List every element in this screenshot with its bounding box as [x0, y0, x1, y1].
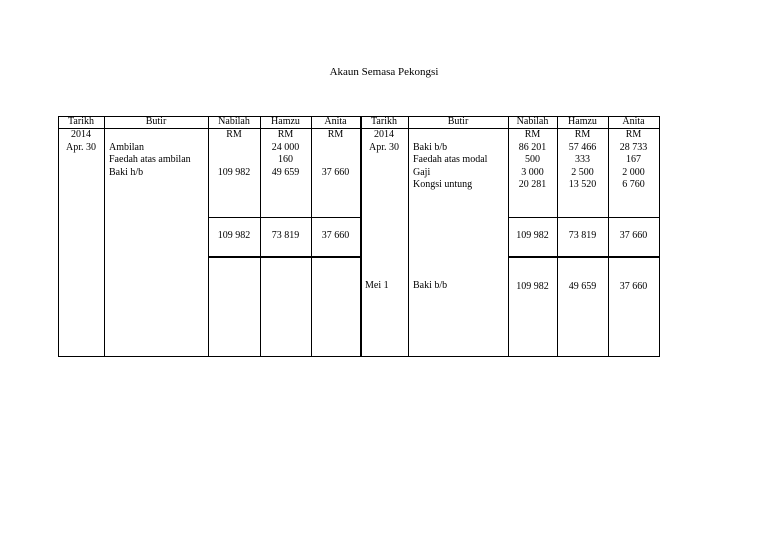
credit-anita-value: 28 733 [619, 141, 648, 153]
debit-anita-value: 37 660 [321, 166, 350, 178]
credit-item: Kongsi untung [413, 179, 473, 190]
debit-item: Faedah atas ambilan [109, 154, 191, 165]
table-bottom-border [58, 356, 660, 357]
debit-total-nabilah: 109 982 [217, 230, 251, 241]
credit-total-nabilah: 109 982 [516, 230, 549, 241]
debit-item: Ambilan [109, 141, 144, 153]
header-nabilah: Nabilah [516, 116, 549, 127]
brought-down-date: Mei 1 [365, 280, 389, 291]
header-anita: Anita [622, 116, 645, 127]
page-title: Akaun Semasa Pekongsi [329, 66, 439, 78]
brought-down-anita: 37 660 [619, 281, 648, 292]
header-nabilah: Nabilah [218, 116, 250, 127]
credit-total-anita: 37 660 [619, 230, 648, 241]
credit-anita-value: 167 [626, 154, 641, 165]
header-butir: Butir [447, 116, 469, 127]
double-rule-debit [208, 256, 360, 258]
double-rule-credit [508, 256, 660, 258]
credit-hamzu-value: 57 466 [568, 141, 597, 153]
header-butir: Butir [145, 116, 167, 127]
brought-down-item: Baki b/b [413, 280, 448, 291]
debit-item: Baki h/b [109, 166, 144, 178]
debit-hamzu-value: 160 [278, 154, 293, 165]
col-line [408, 116, 409, 356]
debit-year: 2014 [71, 129, 91, 140]
col-line [104, 116, 105, 356]
brought-down-nabilah: 109 982 [516, 281, 549, 292]
credit-nabilah-value: 86 201 [518, 141, 547, 153]
currency-label: RM [524, 129, 541, 140]
credit-nabilah-value: 20 281 [518, 179, 547, 190]
brought-down-hamzu: 49 659 [568, 281, 597, 292]
header-tarikh: Tarikh [68, 116, 94, 127]
header-anita: Anita [324, 116, 347, 127]
ledger-table [58, 116, 660, 356]
currency-label: RM [625, 129, 642, 140]
header-hamzu: Hamzu [568, 116, 597, 127]
credit-item: Gaji [413, 166, 431, 178]
credit-date: Apr. 30 [369, 141, 399, 153]
credit-nabilah-value: 3 000 [521, 166, 544, 178]
credit-item: Faedah atas modal [413, 154, 488, 165]
credit-hamzu-value: 13 520 [568, 179, 597, 190]
total-rule-credit [508, 217, 660, 218]
credit-hamzu-value: 2 500 [571, 166, 594, 178]
col-line [659, 116, 660, 356]
credit-anita-value: 6 760 [622, 179, 645, 190]
currency-label: RM [277, 129, 294, 140]
header-tarikh: Tarikh [371, 116, 397, 127]
header-hamzu: Hamzu [271, 116, 300, 127]
credit-hamzu-value: 333 [575, 154, 590, 165]
debit-nabilah-value: 109 982 [217, 166, 251, 178]
total-rule-debit [208, 217, 360, 218]
debit-hamzu-value: 24 000 [271, 141, 300, 153]
debit-hamzu-value: 49 659 [271, 166, 300, 178]
credit-nabilah-value: 500 [525, 154, 540, 165]
debit-total-hamzu: 73 819 [271, 230, 300, 241]
debit-total-anita: 37 660 [321, 230, 350, 241]
credit-total-hamzu: 73 819 [568, 230, 597, 241]
currency-label: RM [574, 129, 591, 140]
credit-year: 2014 [374, 129, 394, 140]
credit-item: Baki b/b [413, 141, 448, 153]
debit-date: Apr. 30 [66, 141, 96, 153]
currency-label: RM [226, 129, 242, 140]
currency-label: RM [327, 129, 344, 140]
credit-anita-value: 2 000 [622, 166, 645, 178]
